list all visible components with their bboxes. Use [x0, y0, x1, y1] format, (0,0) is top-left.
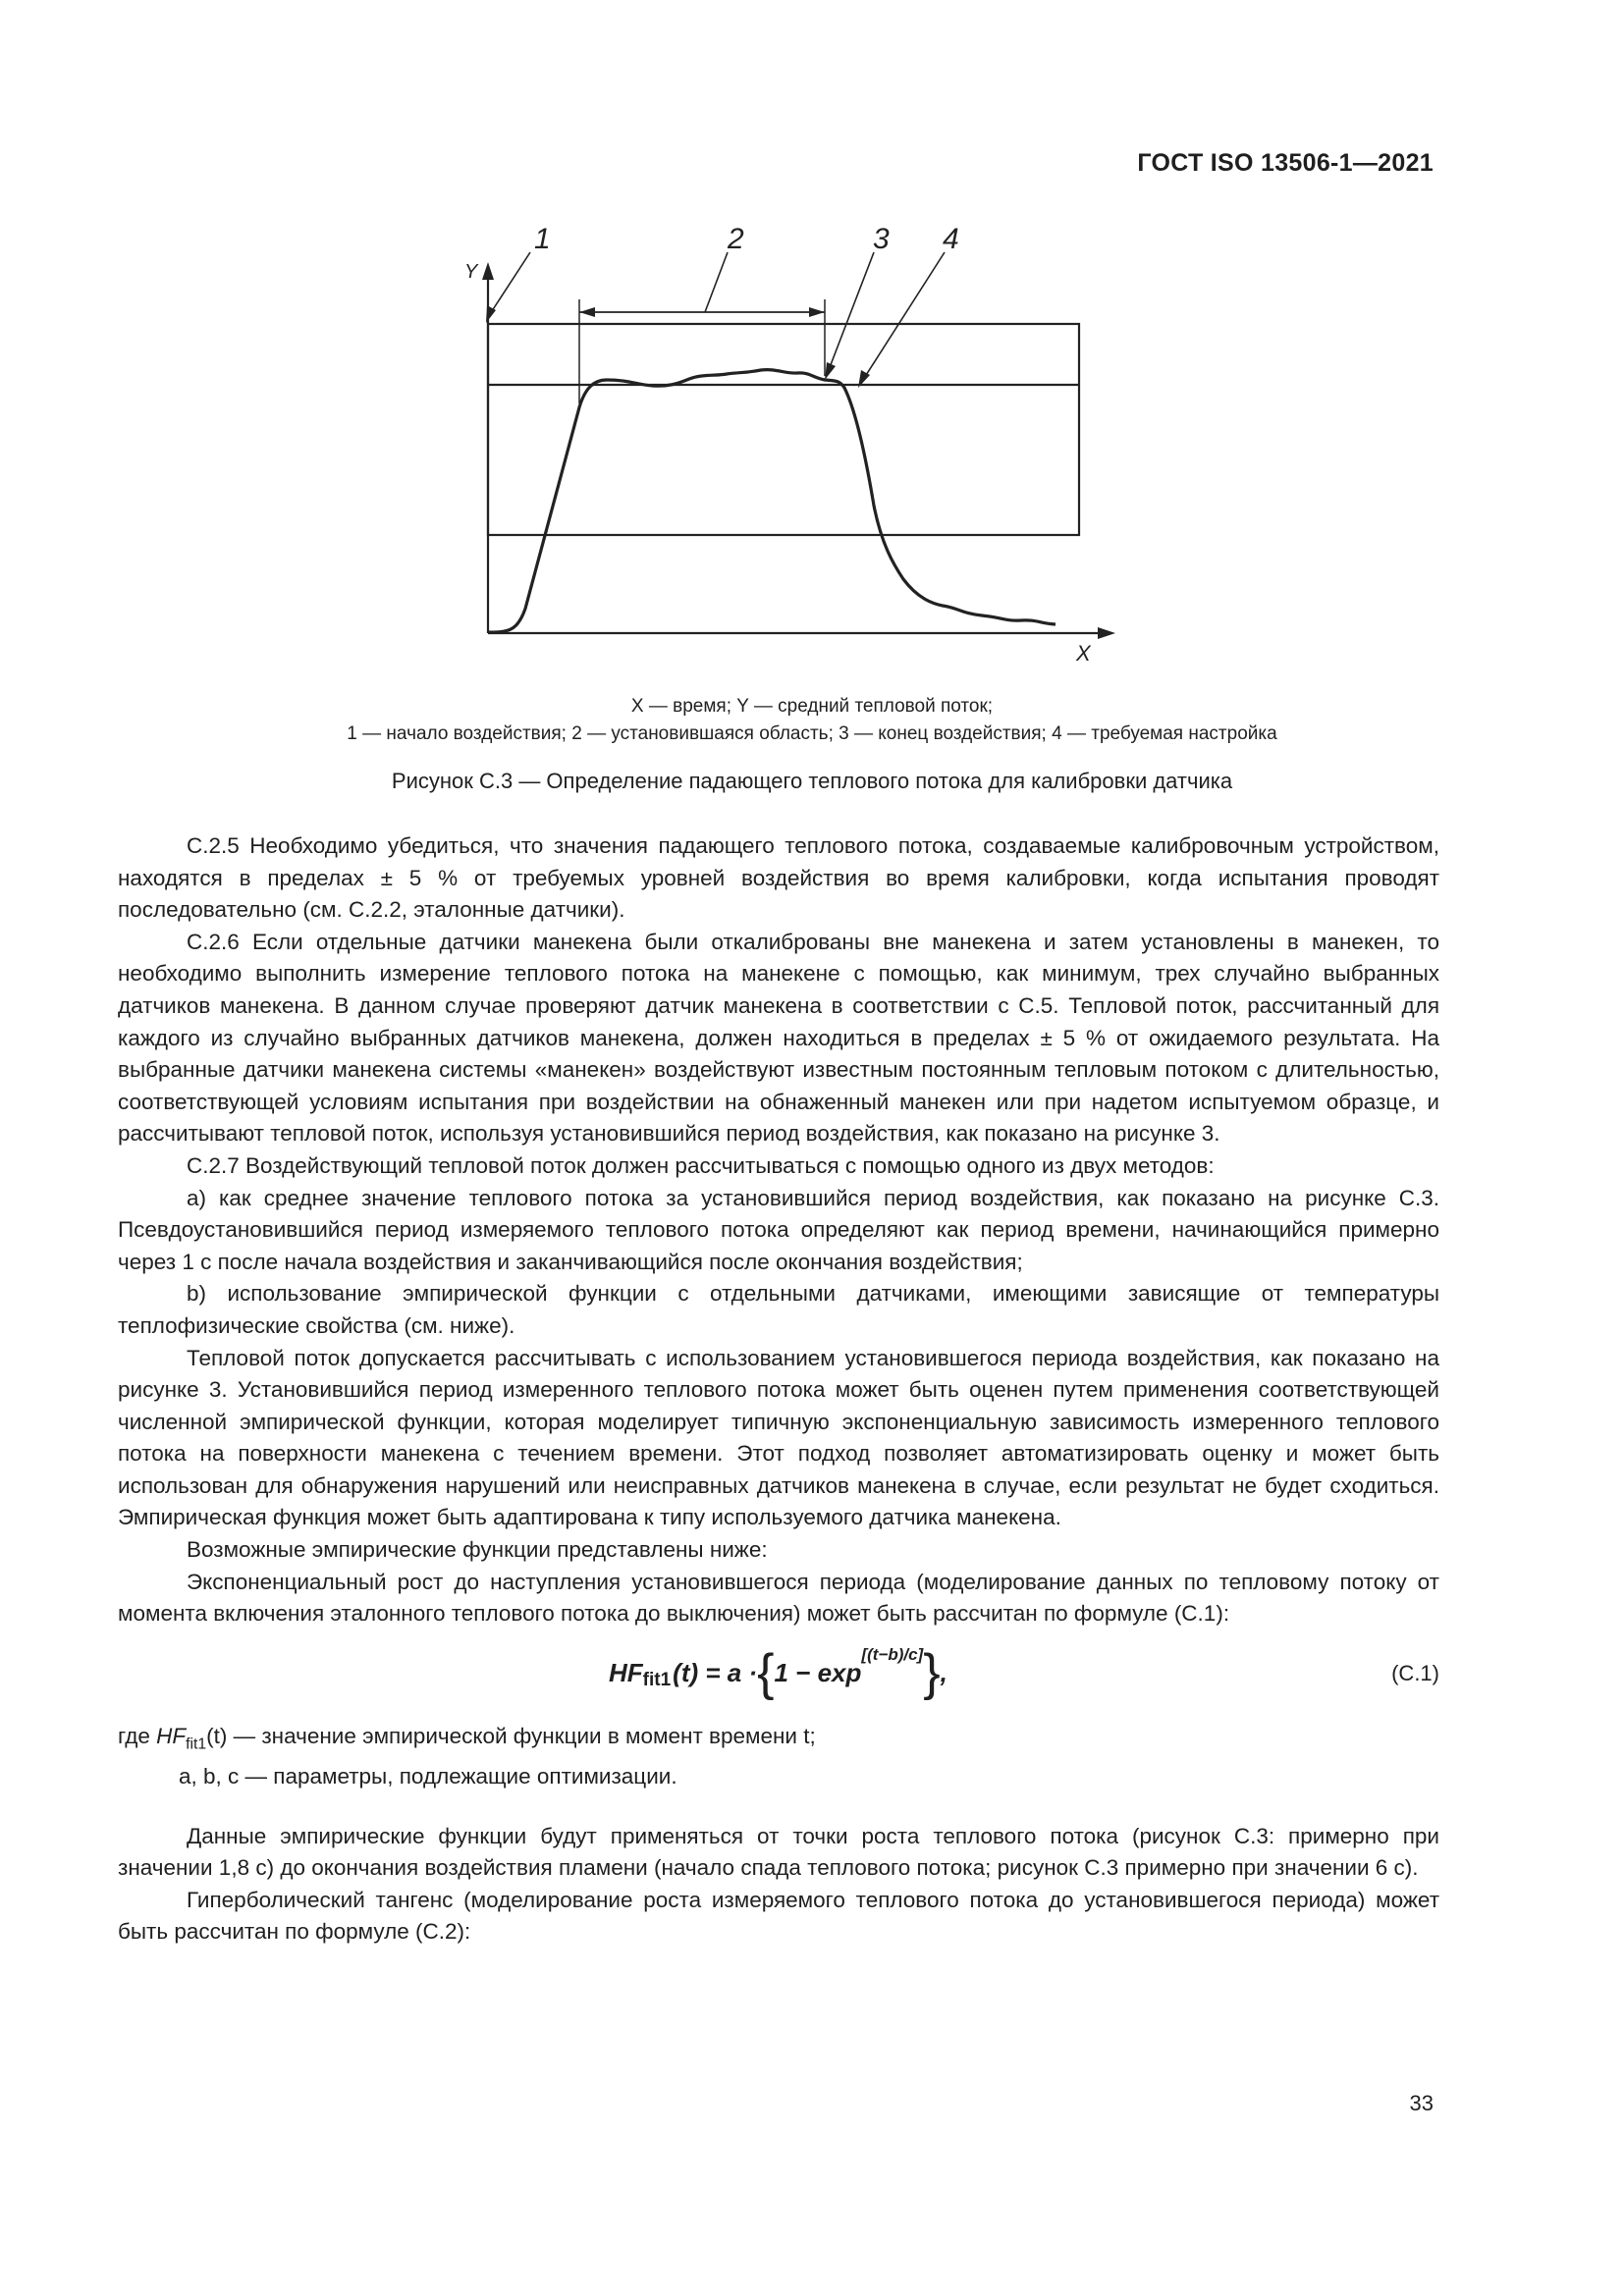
paragraph-functions-intro: Возможные эмпирические функции представлены ниже:: [187, 1537, 768, 1563]
leader-2: [705, 252, 728, 312]
callout-3: 3: [873, 223, 890, 255]
paragraph-c25: С.2.5 Необходимо убедиться, что значения падающего теплового потока, создаваемые калибровочным устройством, находятся в пределах ± 5 % от требуемых уровней воздействия во время калибровки, когда испытания проводят последовательно (см. С.2.2, эталонные датчики).: [118, 833, 1439, 923]
leader-3: [827, 252, 874, 375]
leader-1: [488, 252, 530, 317]
page-number: 33: [1409, 2091, 1434, 2115]
paragraph-method-a: a) как среднее значение теплового потока за установившийся период воздействия, как показано на рисунке С.3. Псевдоустановившийся период измеряемого теплового потока определяют как период времени, начинающийся примерно через 1 с после начала воздействия и заканчивающийся после окончания воздействия;: [118, 1185, 1439, 1274]
y-axis-label: Y: [464, 261, 478, 283]
plot-frame: [488, 324, 1079, 535]
paragraph-method-b: b) использование эмпирической функции с отдельными датчиками, имеющими зависящие от температуры теплофизические свойства (см. ниже).: [118, 1281, 1439, 1338]
leader-4: [861, 252, 945, 383]
figure-legend-callouts: 1 — начало воздействия; 2 — установившаяся область; 3 — конец воздействия; 4 — требуемая настройка: [347, 723, 1277, 744]
paragraph-c26: С.2.6 Если отдельные датчики манекена были откалиброваны вне манекена и затем установлены в манекен, то необходимо выполнить измерение теплового потока на манекене с помощью, как минимум, трех случайно выбранных датчиков манекена. В данном случае проверяют датчик манекена в соответствии с С.5. Тепловой поток, рассчитанный для каждого из случайно выбранных датчиков манекена, должен находиться в пределах ± 5 % от ожидаемого результата. На выбранные датчики манекена системы «манекен» воздействуют известным постоянным тепловым потоком с длительностью, соответствующей условиям испытания при воздействии на обнаженный манекен или при надетом испытуемом образце, и рассчитывают тепловой поток, используя установившийся период воздействия, как показано на рисунке 3.: [118, 929, 1439, 1147]
paragraph-steady-period: Тепловой поток допускается рассчитывать с использованием установившегося периода воздействия, как показано на рисунке 3. Установившийся период измеренного теплового потока может быть оценен путем применения соответствующей численной эмпирической функции, которая моделирует типичную экспоненциальную зависимость измеренного теплового потока на поверхности манекена с течением времени. Этот подход позволяет автоматизировать оценку и может быть использован для обнаружения нарушений или неисправных датчиков манекена в случае, если результат не будет сходиться. Эмпирическая функция может быть адаптирована к типу используемого датчика манекена.: [118, 1345, 1439, 1530]
where-line-1: где $HF_{fit1}(t)$ — значение эмпирической функции в момент времени t;: [118, 1723, 816, 1753]
figure-caption: Рисунок С.3 — Определение падающего теплового потока для калибровки датчика: [391, 769, 1233, 793]
heat-flux-curve: [489, 370, 1056, 633]
callout-4: 4: [943, 223, 959, 255]
where-line-2: a, b, c — параметры, подлежащие оптимизации.: [179, 1763, 677, 1789]
x-axis-arrow: [1098, 627, 1115, 639]
formula-expression: HF fit1 (t) = a · { 1 − exp [(t−b)/c] } ,: [609, 1643, 947, 1701]
body-text: [118, 830, 1439, 1949]
callout-1: 1: [534, 223, 551, 255]
figure-heat-flux: [432, 211, 1119, 672]
paragraph-application-range: Данные эмпирические функции будут применяться от точки роста теплового потока (рисунок С.3: примерно при значении 1,8 с) до окончания воздействия пламени (начало спада теплового потока; рисунок С.3 примерно при значении 6 с).: [118, 1823, 1439, 1881]
formula-number: (С.1): [1391, 1660, 1439, 1685]
x-axis-label: X: [1076, 641, 1091, 666]
figure-legend-axes: X — время; Y — средний тепловой поток;: [630, 696, 994, 717]
formula-c1: [118, 1636, 1439, 1713]
y-axis-arrow: [482, 262, 494, 280]
document-header: ГОСТ ISO 13506-1—2021: [1137, 149, 1434, 177]
paragraph-exponential: Экспоненциальный рост до наступления установившегося периода (моделирование данных по тепловому потоку от момента включения эталонного теплового потока до выключения) может быть рассчитан по формуле (С.1):: [118, 1569, 1439, 1627]
paragraph-c27: С.2.7 Воздействующий тепловой поток должен рассчитываться с помощью одного из двух методов:: [187, 1152, 1215, 1178]
formula-where: [118, 1721, 1439, 1793]
heat-flux-diagram: [432, 211, 1119, 672]
paragraph-hyperbolic-tangent: Гиперболический тангенс (моделирование роста измеряемого теплового потока до установившегося периода) может быть рассчитан по формуле (С.2):: [118, 1887, 1439, 1945]
callout-2: 2: [728, 223, 744, 255]
